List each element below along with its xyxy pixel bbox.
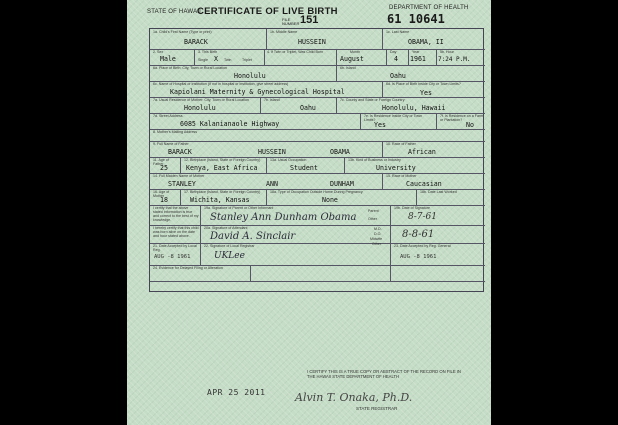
father-last-name: OBAMA — [330, 148, 350, 156]
mother-maiden-label: 14. Full Maiden Name of Mother — [153, 174, 205, 178]
birth-day: 4 — [394, 55, 398, 63]
birth-hour: 7:24 P.M. — [438, 56, 471, 63]
date-signed-label: 19b. Date of Signature — [394, 206, 430, 210]
certificate-number: 61 10641 — [387, 12, 445, 26]
informant-statement: I certify that the above stated information is true and correct to the best of my knowledge. — [153, 206, 199, 222]
certification-notice: I CERTIFY THIS IS A TRUE COPY OR ABSTRACT OF THE RECORD ON FILE IN THE HAWAII STATE DEPARTMENT OF HEALTH — [307, 369, 461, 379]
birth-day-label: Day — [390, 50, 397, 54]
department-heading: DEPARTMENT OF HEALTH — [389, 5, 469, 11]
attendant-signature: David A. Sinclair — [210, 231, 296, 242]
father-occupation-label: 13a. Usual Occupation — [270, 158, 307, 162]
birth-single-mark: X — [214, 55, 218, 63]
father-birthplace: Kenya, East Africa — [186, 164, 258, 172]
child-last-name: OBAMA, II — [408, 38, 444, 46]
attendant-statement: I hereby certify that this child was born alive on the date and hour stated above. — [153, 226, 199, 238]
father-middle-name: HUSSEIN — [258, 148, 286, 156]
sex-value: Male — [160, 55, 176, 63]
mother-first-name: STANLEY — [168, 180, 196, 188]
farm: No — [466, 121, 474, 129]
certificate-form — [149, 28, 484, 292]
place-city: Honolulu — [234, 72, 266, 80]
document-title: CERTIFICATE OF LIVE BIRTH — [197, 6, 338, 17]
mother-birthplace: Wichita, Kansas — [190, 196, 250, 204]
father-industry-label: 13b. Kind of Business or Industry — [348, 158, 401, 162]
residence-limits: Yes — [374, 121, 386, 129]
date-signed: 8-7-61 — [408, 212, 437, 222]
mother-occupation-label: 18a. Type of Occupation Outside Home During Pregnancy — [270, 190, 363, 194]
mother-birthplace-label: 17. Birthplace (Island, State or Foreign Country) — [184, 190, 261, 194]
local-registrar-label: 22. Signature of Local Registrar — [204, 244, 255, 248]
father-birthplace-label: 12. Birthplace (Island, State or Foreign Country) — [184, 158, 261, 162]
state-heading: STATE OF HAWAII — [147, 9, 201, 15]
residence-city: Honolulu — [184, 104, 216, 112]
parent-signature-label: 19a. Signature of Parent or Other Informant — [204, 206, 274, 210]
father-occupation: Student — [290, 164, 318, 172]
mother-last-worked-label: 18b. Date Last Worked — [420, 190, 457, 194]
attendant-signature-label: 20a. Signature of Attendant — [204, 226, 248, 230]
md-option: M.D. — [374, 227, 382, 231]
birth-month-label: Month — [350, 50, 360, 54]
mother-last-name: DUNHAM — [330, 180, 354, 188]
father-race-label: 10. Race of Father — [386, 142, 416, 146]
file-number: 151 — [300, 14, 319, 26]
birth-year: 1961 — [410, 55, 426, 63]
father-age-label: 11. Age of Father — [153, 158, 169, 166]
child-first-label: 1a. Child's First Name (Type or print) — [153, 30, 212, 34]
sex-label: 2. Sex — [153, 50, 164, 54]
inside-limits: Yes — [420, 89, 432, 97]
county-label: 7c. County and State or Foreign Country — [340, 98, 405, 102]
accepted-local-date: AUG -8 1961 — [154, 254, 191, 260]
residence-island: Oahu — [300, 104, 316, 112]
county: Honolulu, Hawaii — [382, 104, 446, 112]
inside-limits-label: 6d. Is Place of Birth Inside City or Town Limits? — [386, 82, 461, 86]
hospital: Kapiolani Maternity & Gynecological Hospital — [170, 88, 345, 96]
birth-single-option: Single — [198, 58, 208, 62]
residence-city-label: 7a. Usual Residence of Mother: City, Town or Rural Location — [153, 98, 249, 102]
street-address: 6085 Kalanianaole Highway — [180, 120, 280, 128]
amendment-label: 24. Evidence for Delayed Filing or Alteration — [153, 266, 223, 270]
street-label: 7d. Street Address — [153, 114, 183, 118]
other-informant-option: Other — [368, 217, 377, 221]
do-option: D.O. — [374, 232, 382, 236]
state-registrar-title: STATE REGISTRAR — [356, 406, 398, 411]
father-race: African — [408, 148, 436, 156]
birth-month: August — [340, 55, 364, 63]
mother-age-label: 16. Age of Mother — [153, 190, 170, 198]
general-registrar-label: 23. Date Accepted by Reg. General — [394, 244, 451, 248]
general-registrar-date: AUG -8 1961 — [400, 254, 437, 260]
accepted-local-label: 21. Date Accepted by Local Reg. — [153, 244, 197, 252]
birth-year-label: Year — [412, 50, 420, 54]
mother-occupation: None — [322, 196, 338, 204]
birth-triplet-option: Triplet — [242, 58, 252, 62]
father-first-name: BARACK — [168, 148, 192, 156]
midwife-option: Midwife — [370, 237, 383, 241]
child-middle-label: 1b. Middle Name — [270, 30, 298, 34]
mother-middle-name: ANN — [266, 180, 278, 188]
state-registrar-signature: Alvin T. Onaka, Ph.D. — [295, 391, 413, 404]
place-city-label: 6a. Place of Birth: City, Town or Rural Location — [153, 66, 227, 70]
child-first-name: BARACK — [184, 38, 208, 46]
file-number-label: FILE NUMBER — [282, 17, 300, 26]
father-name-label: 9. Full Name of Father — [153, 142, 189, 146]
father-industry: University — [376, 164, 416, 172]
mailing-label: 8. Mother's Mailing Address — [153, 130, 198, 134]
hospital-label: 6c. Name of Hospital or Institution (If not in hospital or institution, give street address) — [153, 82, 289, 86]
birth-hour-label: 5b. Hour — [440, 50, 454, 54]
birth-certificate — [127, 0, 491, 425]
parent-option: Parent — [368, 209, 379, 213]
farm-label: 7f. Is Residence on a Farm or Plantation? — [440, 114, 484, 122]
birth-twin-option: Twin — [224, 58, 232, 62]
island: Oahu — [390, 72, 406, 80]
local-registrar-signature: UKLee — [214, 251, 245, 261]
issue-date-stamp: APR 25 2011 — [207, 388, 266, 397]
mother-race: Caucasian — [406, 180, 442, 188]
residence-limits-label: 7e. Is Residence Inside City or Town Limits? — [364, 114, 423, 122]
parent-signature: Stanley Ann Dunham Obama — [210, 212, 357, 223]
other-attendant-option: Other — [372, 242, 381, 246]
island-label: 6b. Island — [340, 66, 356, 70]
attendant-date: 8-8-61 — [402, 229, 435, 240]
residence-island-label: 7b. Island — [264, 98, 280, 102]
child-last-label: 1c. Last Name — [386, 30, 410, 34]
twin-question-label: 4. If Twin or Triplet, Was Child Born — [267, 50, 324, 54]
mother-age: 18 — [160, 196, 168, 204]
father-age: 25 — [160, 164, 168, 172]
mother-race-label: 15. Race of Mother — [386, 174, 417, 178]
child-middle-name: HUSSEIN — [298, 38, 326, 46]
this-birth-label: 3. This Birth — [198, 50, 218, 54]
